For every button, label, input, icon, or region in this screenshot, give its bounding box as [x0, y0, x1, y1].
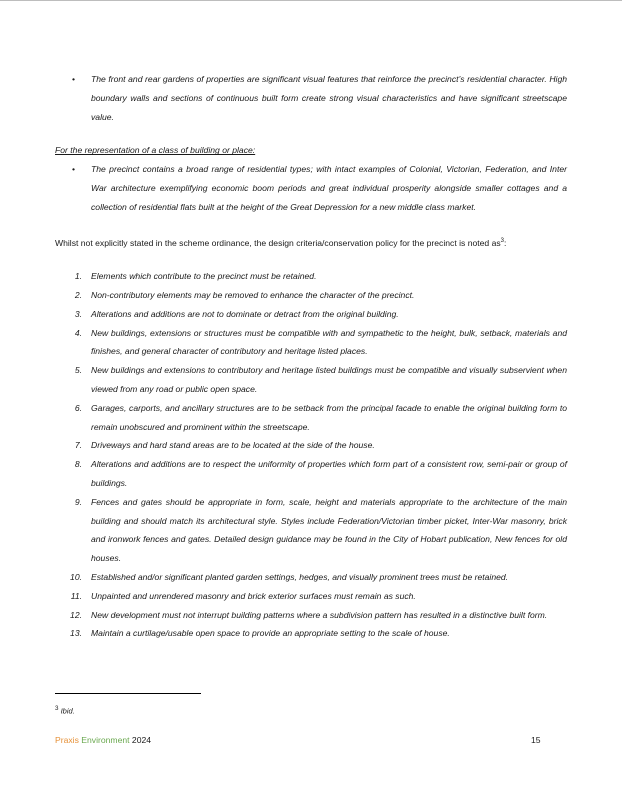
policy-number: 4. [74, 327, 82, 338]
intro-text: Whilst not explicitly stated in the scheme ordinance, the design criteria/conservation policy for the precinct is noted as [55, 237, 501, 248]
policy-number: 3. [74, 308, 82, 319]
policy-text: Unpainted and unrendered masonry and brick exterior surfaces must remain as such. [91, 590, 416, 601]
policy-text: Fences and gates should be appropriate in form, scale, height and materials appropriate to the architecture of the main building and should match its architectural style. Styles include Federation/Victorian timber picket, Inter-War masonry, brick and ironwork fences and gates. Detailed design guidance may be found in the City of Hobart publication, New fences for old houses. [91, 496, 567, 564]
policy-item [55, 436, 567, 455]
policy-item [55, 587, 567, 606]
policy-text: New buildings and extensions to contributory and heritage listed buildings must be compatible and visually subservient when viewed from any road or public open space. [91, 365, 567, 395]
policy-text: Driveways and hard stand areas are to be located at the side of the house. [91, 440, 375, 451]
policy-text: Alterations and additions are to respect the uniformity of properties which form part of a consistent row, semi-pair or group of buildings. [91, 459, 567, 488]
footnote [55, 705, 75, 716]
policy-item [55, 568, 567, 587]
policy-number: 11. [70, 590, 82, 601]
policy-item [55, 493, 567, 568]
footnote-number: 3 [55, 705, 59, 712]
policy-number: 8. [74, 459, 82, 470]
bullet-list-class [55, 160, 567, 216]
policy-text: Elements which contribute to the precinct must be retained. [91, 271, 317, 282]
policy-number: 12. [70, 609, 82, 620]
brand-praxis: Praxis [55, 735, 79, 745]
policy-number: 5. [74, 365, 82, 376]
footnote-text: Ibid. [60, 706, 75, 716]
policy-item [55, 455, 567, 493]
policy-number: 2. [74, 290, 82, 301]
footnote-reference[interactable]: 3 [500, 237, 505, 244]
policy-item [55, 606, 567, 625]
policy-number: 7. [74, 440, 82, 451]
policy-text: Established and/or significant planted garden settings, hedges, and visually prominent trees must be retained. [91, 571, 509, 582]
footer-year: 2024 [131, 735, 152, 745]
top-rule [0, 0, 622, 1]
list-item: • The front and rear gardens of properties are significant visual features that reinforce the precinct’s residential character. High boundary walls and sections of continuous built form create strong visual characteristics and have significant streetscape value. [55, 70, 567, 126]
policy-item [55, 267, 567, 286]
policy-item [55, 305, 567, 324]
policy-item [55, 286, 567, 305]
policy-item [55, 361, 567, 399]
footer-brand [55, 735, 151, 745]
intro-suffix: : [504, 237, 507, 248]
policy-text: Non-contributory elements may be removed to enhance the character of the precinct. [91, 290, 415, 301]
policy-text: Garages, carports, and ancillary structures are to be setback from the principal facade to enable the original building form to remain unobscured and prominent within the streetscape. [91, 402, 567, 432]
policy-text: New buildings, extensions or structures must be compatible with and sympathetic to the height, bulk, setback, materials and finishes, and general character of contributory and heritage listed places. [91, 327, 567, 357]
intro-paragraph [55, 232, 567, 253]
policy-number: 9. [74, 496, 82, 507]
bullet-list-top [55, 70, 567, 126]
policy-number: 13. [70, 628, 82, 639]
policy-number: 1. [74, 271, 82, 282]
policy-number: 6. [74, 402, 82, 413]
policy-item [55, 324, 567, 362]
section-subheading: For the representation of a class of building or place: [55, 145, 256, 156]
policy-text: Maintain a curtilage/usable open space to provide an appropriate setting to the scale of house. [91, 628, 450, 639]
page-number: 15 [531, 735, 541, 745]
policy-list [55, 267, 567, 643]
brand-environment: Environment [81, 735, 130, 745]
policy-item [55, 624, 567, 643]
policy-number: 10. [70, 571, 82, 582]
policy-text: New development must not interrupt building patterns where a subdivision pattern has resulted in a distinctive built form. [91, 609, 548, 620]
list-item: • The precinct contains a broad range of residential types; with intact examples of Colonial, Victorian, Federation, and Inter War architecture exemplifying economic boom periods and great individual prosperity alongside smaller cottages and a collection of residential flats built at the height of the Great Depression for a new middle class market. [55, 160, 567, 216]
document-body [55, 70, 567, 643]
policy-text: Alterations and additions are not to dominate or detract from the original building. [91, 308, 399, 319]
footnote-divider [55, 693, 201, 694]
policy-item [55, 399, 567, 437]
